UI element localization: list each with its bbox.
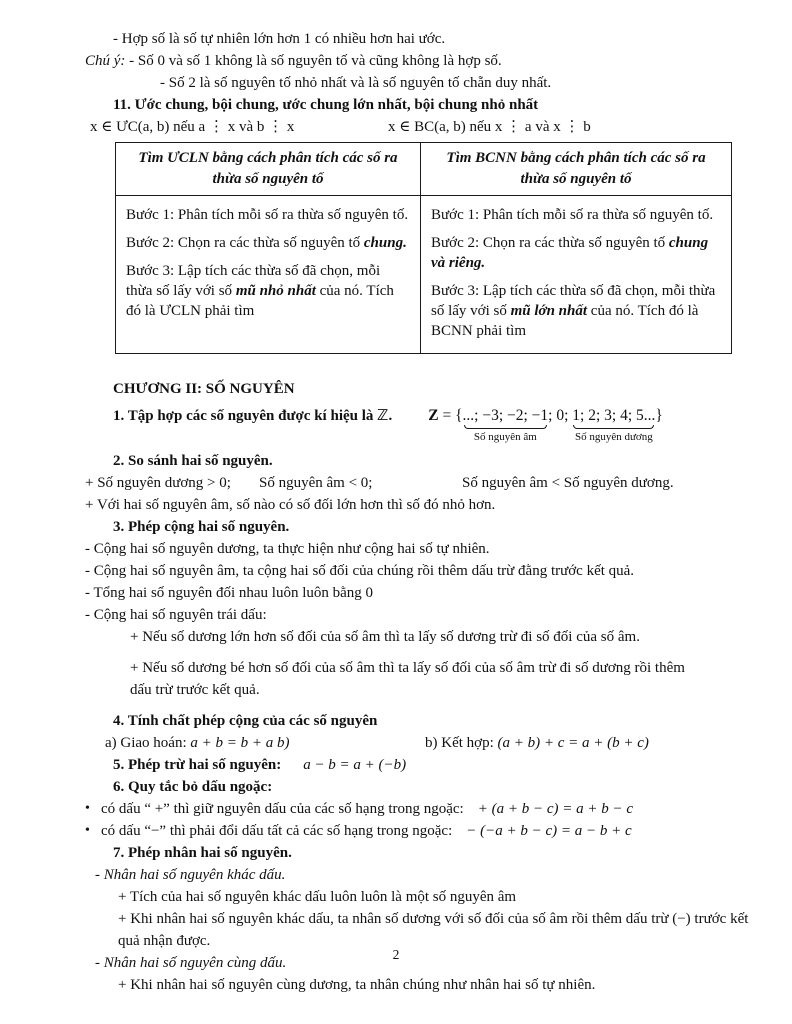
zero-segment: ; 0; <box>548 407 573 424</box>
bullet-icon: • <box>85 801 90 816</box>
ucln-step-2 <box>126 233 410 253</box>
table-cell-bcnn <box>421 196 732 354</box>
bc-rule: x ∈ BC(a, b) nếu x ⋮ a và x ⋮ b <box>388 119 591 135</box>
negative-integers-label: Số nguyên âm <box>473 431 537 443</box>
add-subrule-2: + Nếu số dương bé hơn số đối của số âm thì ta lấy số đối của số âm trừ đi số dương rồi thêm dấu trừ trước kết quả. <box>130 660 685 698</box>
step3-text: Bước 3: Lập tích các thừa số đã chọn, mỗi thừa số lấy với số <box>126 263 381 299</box>
multiply-same-signs-label: - Nhân hai số nguyên cùng dấu. <box>95 955 287 971</box>
cmp-neg-lt-pos: Số nguyên âm < Số nguyên dương. <box>462 475 674 491</box>
add-rule-1: - Cộng hai số nguyên dương, ta thực hiện như cộng hai số tự nhiên. <box>85 541 490 557</box>
ucln-bcnn-table <box>115 142 732 354</box>
z-set-formula <box>428 407 663 443</box>
rule-text: có dấu “ +” thì giữ nguyên dấu của các số hạng trong ngoặc: <box>101 801 464 817</box>
addition-properties-line <box>105 732 710 754</box>
section-7-heading: 7. Phép nhân hai số nguyên. <box>113 845 292 861</box>
uc-bc-rules <box>90 116 710 138</box>
section-3-heading: 3. Phép cộng hai số nguyên. <box>113 519 290 535</box>
associative-label: b) Kết hợp: <box>425 735 498 751</box>
step3-text: Bước 3: Lập tích các thừa số đã chọn, mỗi thừa số lấy với số <box>431 283 716 319</box>
section-11-heading: 11. Ước chung, bội chung, ước chung lớn nhất, bội chung nhỏ nhất <box>113 97 539 113</box>
ucln-step-3 <box>126 261 410 321</box>
composite-number-note: - Hợp số là số tự nhiên lớn hơn 1 có nhiều hơn hai ước. <box>113 31 446 47</box>
note-text: - Số 0 và số 1 không là số nguyên tố và cũng không là hợp số. <box>125 53 502 69</box>
page-number: 2 <box>392 947 400 962</box>
s1-heading: 1. Tập hợp các số nguyên được kí hiệu là <box>113 408 378 424</box>
cmp-rule-2: + Với hai số nguyên âm, số nào có số đối lớn hơn thì số đó nhỏ hơn. <box>85 497 496 513</box>
z-letter: Z <box>428 407 439 424</box>
chu-y-note <box>85 50 710 72</box>
commutative-property <box>105 732 425 754</box>
bracket-rule-plus <box>85 798 710 820</box>
underbrace <box>464 425 548 429</box>
step2-emphasis: chung và riêng. <box>431 235 709 271</box>
bracket-rule-minus <box>85 820 710 842</box>
subtraction-formula: a − b = a + (−b) <box>303 757 407 773</box>
bcnn-step-3 <box>431 281 721 341</box>
negative-integers-group <box>462 405 549 443</box>
underbrace <box>573 425 654 429</box>
cmp-negative: Số nguyên âm < 0; <box>259 475 373 491</box>
commutative-label: a) Giao hoán: <box>105 735 191 751</box>
positive-integers-label: Số nguyên dương <box>574 431 653 443</box>
multiply-rule-2: + Khi nhân hai số nguyên khác dấu, ta nhân số dương với số đối của số âm rồi thêm dấu trừ (−) trước kết quả nhận được. <box>118 911 749 949</box>
cmp-positive: + Số nguyên dương > 0; <box>85 475 231 491</box>
table-cell-ucln <box>116 196 421 354</box>
section-4-heading: 4. Tính chất phép cộng của các số nguyên <box>113 713 378 729</box>
positive-integers-group <box>572 405 656 443</box>
add-rule-3: - Tổng hai số nguyên đối nhau luôn luôn bằng 0 <box>85 585 374 601</box>
table-header-ucln: Tìm ƯCLN bằng cách phân tích các số ra thừa số nguyên tố <box>116 143 421 196</box>
bcnn-step-1: Bước 1: Phân tích mỗi số ra thừa số nguyên tố. <box>431 207 714 223</box>
step3-tail: của nó. Tích đó là ƯCLN phải tìm <box>126 283 394 319</box>
commutative-formula: a + b = b + a <box>190 735 274 751</box>
section-5-line <box>85 754 710 776</box>
negative-sequence: ...; −3; −2; −1 <box>462 407 549 424</box>
associative-property <box>425 732 649 754</box>
add-rule-4: - Cộng hai số nguyên trái dấu: <box>85 607 267 623</box>
step3-emphasis: mũ nhỏ nhất <box>235 283 316 299</box>
positive-sequence: 1; 2; 3; 4; 5... <box>572 407 656 424</box>
table-body-row <box>116 196 732 354</box>
prime-2-note: - Số 2 là số nguyên tố nhỏ nhất và là số nguyên tố chẵn duy nhất. <box>160 75 552 91</box>
step2-emphasis: chung. <box>363 235 407 251</box>
bracket-rule-plus-text <box>101 798 633 820</box>
equals-open-brace: = { <box>438 407 463 424</box>
bracket-rule-minus-text <box>101 820 632 842</box>
integer-set-line <box>113 405 710 443</box>
z-blackboard-symbol: ℤ. <box>377 408 393 424</box>
section-5-heading: 5. Phép trừ hai số nguyên: <box>113 757 282 773</box>
comparison-line <box>85 472 710 494</box>
multiply-rule-1: + Tích của hai số nguyên khác dấu luôn luôn là một số nguyên âm <box>118 889 517 905</box>
uc-rule: x ∈ ƯC(a, b) nếu a ⋮ x và b ⋮ x <box>90 119 295 135</box>
section-6-heading: 6. Quy tắc bỏ dấu ngoặc: <box>113 779 273 795</box>
rule-formula: − (−a + b − c) = a − b + c <box>466 823 632 839</box>
note-label: Chú ý: <box>85 53 126 69</box>
section-2-heading: 2. So sánh hai số nguyên. <box>113 453 273 469</box>
step2-text: Bước 2: Chọn ra các thừa số nguyên tố <box>431 235 669 251</box>
multiply-rule-3: + Khi nhân hai số nguyên cùng dương, ta nhân chúng như nhân hai số tự nhiên. <box>118 977 596 993</box>
table-header-row <box>116 143 732 196</box>
commutative-tail: b) <box>273 735 290 751</box>
table-header-bcnn: Tìm BCNN bằng cách phân tích các số ra thừa số nguyên tố <box>421 143 732 196</box>
add-rule-2: - Cộng hai số nguyên âm, ta cộng hai số đối của chúng rồi thêm dấu trừ đằng trước kết quả. <box>85 563 635 579</box>
multiply-different-signs-label: - Nhân hai số nguyên khác dấu. <box>95 867 286 883</box>
rule-text: có dấu “−” thì phải đổi dấu tất cả các số hạng trong ngoặc: <box>101 823 453 839</box>
bullet-icon: • <box>85 823 90 838</box>
step3-emphasis: mũ lớn nhất <box>510 303 588 319</box>
chapter-2-heading: CHƯƠNG II: SỐ NGUYÊN <box>113 381 295 397</box>
bcnn-step-2 <box>431 233 721 273</box>
associative-formula: (a + b) + c = a + (b + c) <box>497 735 649 751</box>
step2-text: Bước 2: Chọn ra các thừa số nguyên tố <box>126 235 364 251</box>
add-subrule-1: + Nếu số dương lớn hơn số đối của số âm thì ta lấy số dương trừ đi số đối của số âm. <box>130 629 640 645</box>
close-brace: } <box>655 407 663 424</box>
rule-formula: + (a + b − c) = a + b − c <box>477 801 634 817</box>
ucln-step-1: Bước 1: Phân tích mỗi số ra thừa số nguyên tố. <box>126 207 409 223</box>
step3-tail: của nó. Tích đó là BCNN phải tìm <box>431 303 699 339</box>
